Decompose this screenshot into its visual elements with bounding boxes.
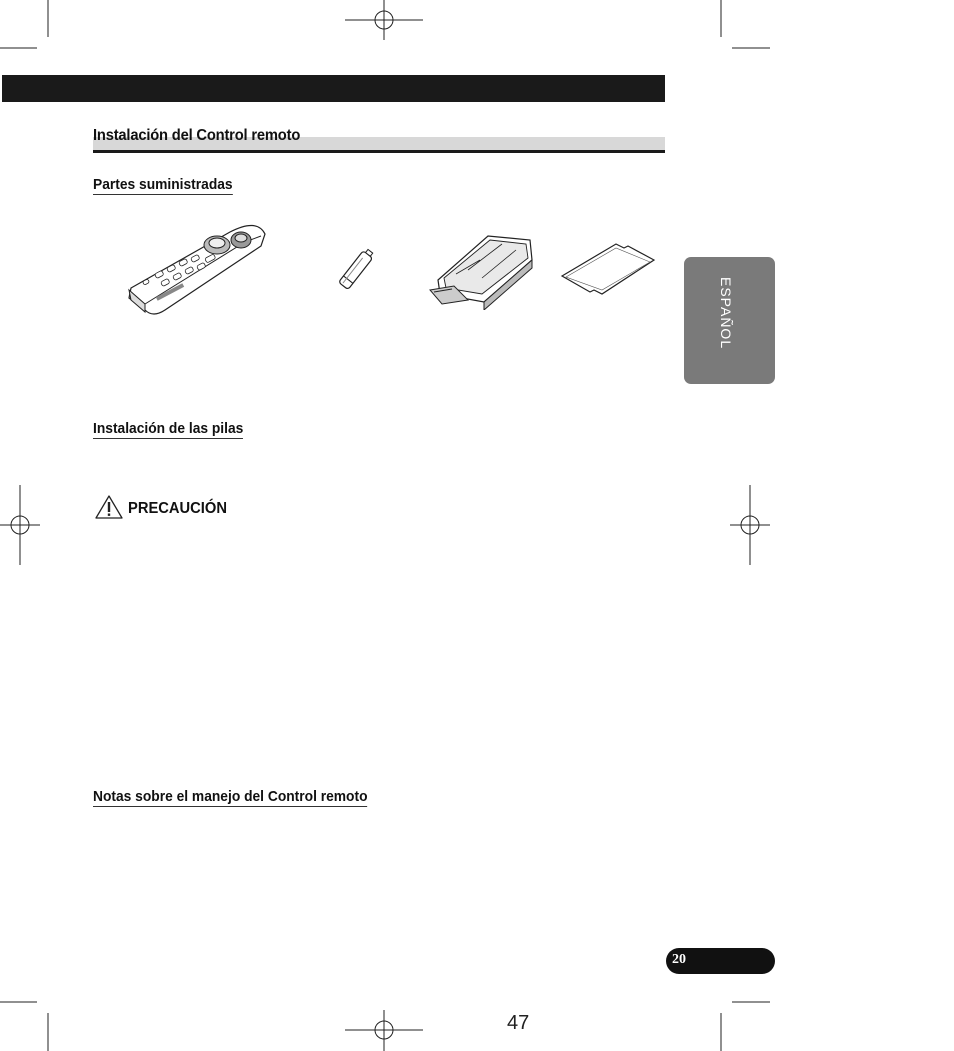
header-black-bar [2,75,665,102]
warning-icon [94,494,124,520]
battery-icon [330,246,384,294]
subheading-battery-install: Instalación de las pilas [93,420,244,437]
inner-page-number: 20 [672,952,686,967]
language-side-tab [684,257,775,384]
adhesive-pad-icon [558,240,658,300]
folio-number: 47 [507,1012,530,1034]
remote-holder-icon [428,230,538,310]
subheading-handling-notes: Notas sobre el manejo del Control remoto [93,788,368,805]
caution-label: PRECAUCIÓN [128,500,227,517]
caution-heading [94,492,236,520]
subheading-supplied-parts: Partes suministradas [93,176,233,193]
section-title: Instalación del Control remoto [93,127,301,144]
remote-control-icon [125,218,270,318]
inner-page-badge [666,948,775,974]
language-label: ESPAÑOL [718,277,734,350]
